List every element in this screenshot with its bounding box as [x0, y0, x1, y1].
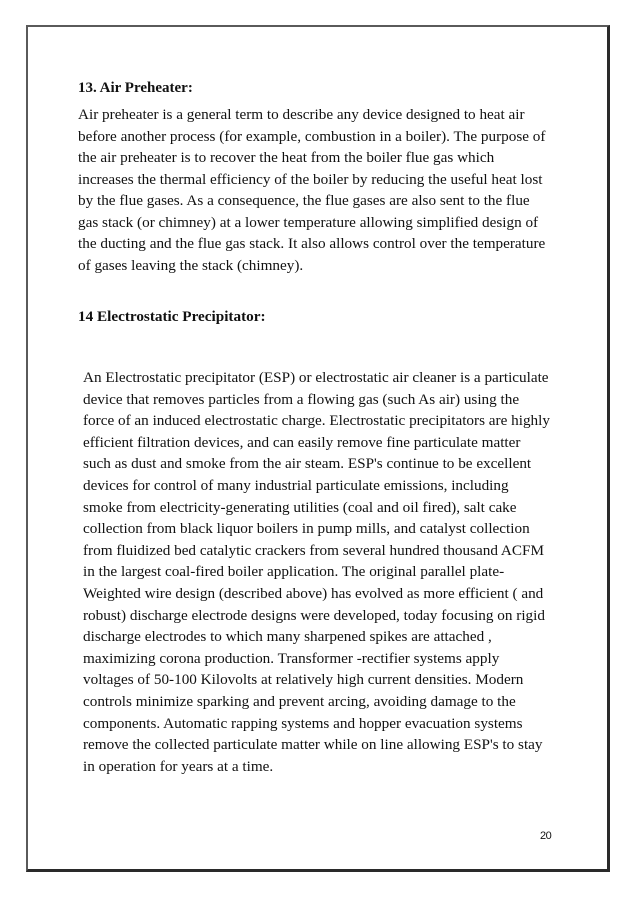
section-13-heading: 13. Air Preheater:	[78, 80, 193, 96]
section-14-body: An Electrostatic precipitator (ESP) or electrostatic air cleaner is a particulate device that removes particles from a flowing gas (such As air) using the force of an induced electrostatic charge. Electrostatic precipitators are highly efficient filtration devices, and can easily remove fine particulate matter such as dust and smoke from the air steam. ESP's continue to be excellent devices for control of many industrial particulate emissions, including smoke from electricity-generating utilities (coal and oil fired), salt cake collection from black liquor boilers in pump mills, and catalyst collection from fluidized bed catalytic crackers from several hundred thousand ACFM in the largest coal-fired boiler application. The original parallel plate-Weighted wire design (described above) has evolved as more efficient ( and robust) discharge electrode designs were developed, today focusing on rigid discharge electrodes to which many sharpened spikes are attached , maximizing corona production. Transformer -rectifier systems apply voltages of 50-100 Kilovolts at relatively high current densities. Modern controls minimize sparking and prevent arcing, avoiding damage to the components. Automatic rapping systems and hopper evacuation systems remove the collected particulate matter while on line allowing ESP's to stay in operation for years at a time.	[83, 369, 550, 775]
section-14-heading	[78, 308, 266, 326]
section-14-title: Electrostatic Precipitator:	[96, 308, 266, 325]
section-14-number: 14	[78, 308, 97, 325]
page-number: 20	[540, 830, 552, 842]
section-13-body: Air preheater is a general term to describe any device designed to heat air before another process (for example, combustion in a boiler). The purpose of the air preheater is to recover the heat from the boiler flue gas which increases the thermal efficiency of the boiler by reducing the useful heat lost by the flue gases. As a consequence, the flue gases are also sent to the flue gas stack (or chimney) at a lower temperature allowing simplified design of the ducting and the flue gas stack. It also allows control over the temperature of gases leaving the stack (chimney).	[78, 106, 546, 274]
